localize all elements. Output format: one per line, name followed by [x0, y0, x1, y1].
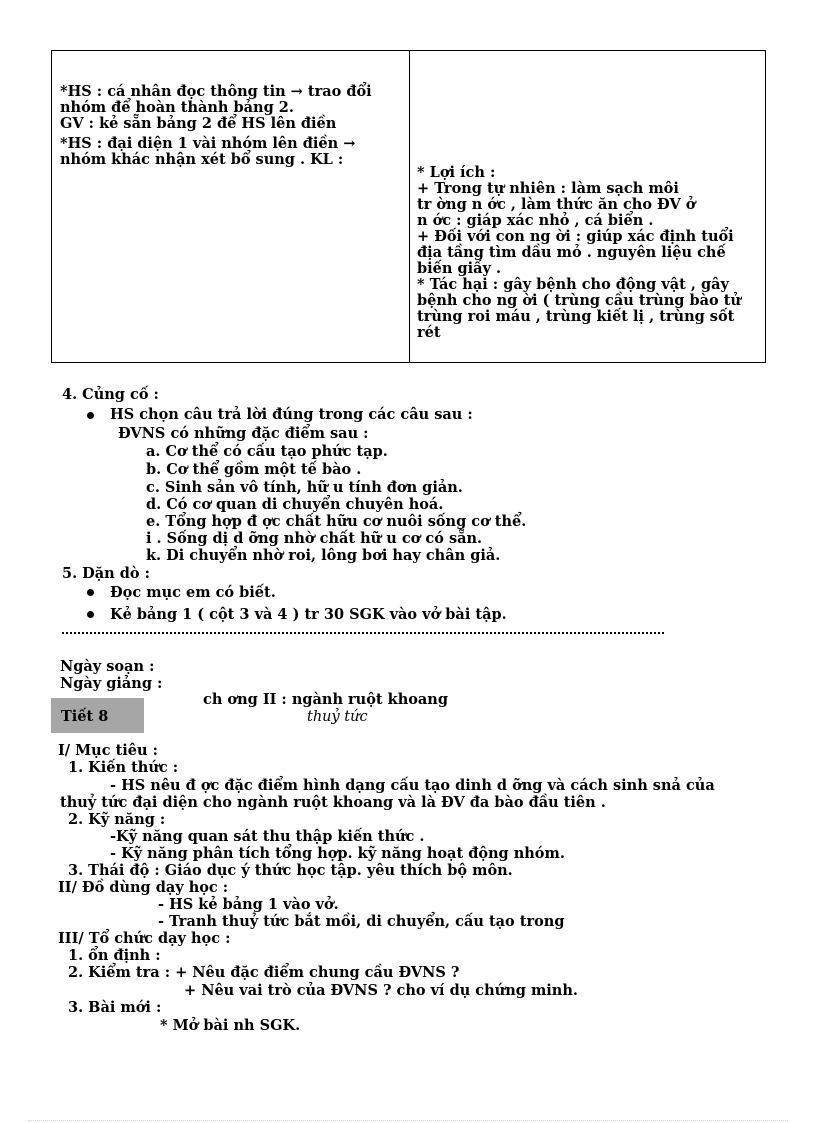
option-i: i . Sống dị d ỡng nhờ chất hữ u cơ có sẵn.: [146, 530, 483, 547]
bai-moi: 3. Bài mới :: [68, 999, 162, 1016]
kiem-tra-2: + Nêu vai trò của ĐVNS ? cho ví dụ chứng minh.: [184, 982, 578, 999]
option-d: d. Có cơ quan di chuyển chuyên hoá.: [146, 496, 444, 513]
dando-item-1: Đọc mục em có biết.: [110, 584, 276, 601]
kien-thuc-2: thuỷ tức đại diện cho ngành ruột khoang và là ĐV đa bào đầu tiên .: [60, 794, 606, 811]
bullet-icon: [87, 589, 94, 596]
right-line-2: + Trong tự nhiên : làm sạch môi: [417, 180, 679, 197]
thai-do: 3. Thái độ : Giáo dục ý thức học tập. yêu thích bộ môn.: [68, 862, 513, 879]
cungco-heading: 4. Củng cố :: [62, 386, 159, 403]
do-dung-1: - HS kẻ bảng 1 vào vở.: [158, 896, 339, 913]
option-a: a. Cơ thể có cấu tạo phức tạp.: [146, 443, 388, 460]
option-e: e. Tổng hợp đ ợc chất hữu cơ nuôi sống cơ thể.: [146, 513, 527, 530]
table-right-cell: [417, 165, 762, 341]
dotted-separator: [62, 632, 664, 634]
ngay-soan: Ngày soạn :: [60, 658, 155, 675]
kiem-tra: 2. Kiểm tra : + Nêu đặc điểm chung cầu ĐVNS ?: [68, 964, 460, 981]
on-dinh: 1. ổn định :: [68, 947, 161, 964]
activity-table: [51, 50, 766, 363]
right-line-10: trùng roi máu , trùng kiết lị , trùng sốt: [417, 308, 735, 325]
left-line-4: *HS : đại diện 1 vài nhóm lên điền →: [60, 135, 356, 152]
left-line-5: nhóm khác nhận xét bổ sung . KL :: [60, 151, 344, 168]
ky-nang: 2. Kỹ năng :: [68, 811, 166, 828]
right-line-7: biến giấy .: [417, 260, 502, 277]
right-line-11: rét: [417, 324, 441, 341]
kien-thuc: 1. Kiến thức :: [68, 759, 179, 776]
right-line-6: địa tầng tìm dầu mỏ . nguyên liệu chế: [417, 244, 726, 261]
left-line-1: *HS : cá nhân đọc thông tin → trao đổi: [60, 83, 372, 100]
right-line-8: * Tác hại : gây bệnh cho động vật , gây: [417, 276, 729, 293]
table-divider: [409, 51, 410, 362]
dando-heading: 5. Dặn dò :: [62, 565, 150, 582]
right-line-4: n ớc : giáp xác nhỏ , cá biển .: [417, 212, 654, 229]
right-line-9: bệnh cho ng ời ( trùng cầu trùng bào tử: [417, 292, 741, 309]
ky-nang-2: - Kỹ năng phân tích tổng hợp. kỹ năng hoạt động nhóm.: [110, 845, 565, 862]
ky-nang-1: -Kỹ năng quan sát thu thập kiến thức .: [110, 828, 425, 845]
tiet-badge: [51, 698, 144, 733]
option-c: c. Sinh sản vô tính, hữ u tính đơn giản.: [146, 479, 463, 496]
bullet-icon: [87, 611, 94, 618]
table-left-cell: [60, 84, 400, 168]
bullet-icon: [87, 412, 94, 419]
do-dung-2: - Tranh thuỷ tức bắt mồi, di chuyển, cấu tạo trong: [158, 913, 565, 930]
option-k: k. Di chuyển nhờ roi, lông bơi hay chân giả.: [146, 547, 501, 564]
muc-tieu: I/ Mục tiêu :: [58, 742, 158, 759]
right-line-5: + Đối với con ng ời : giúp xác định tuổi: [417, 228, 734, 245]
chapter-title: ch ơng II : ngành ruột khoang: [203, 691, 448, 708]
right-line-3: tr ờng n ớc , làm thức ăn cho ĐV ở: [417, 196, 696, 213]
cungco-question: ĐVNS có những đặc điểm sau :: [118, 425, 369, 442]
mo-bai: * Mở bài nh SGK.: [160, 1017, 301, 1034]
to-chuc: III/ Tổ chức dạy học :: [58, 930, 231, 947]
left-line-2: nhóm để hoàn thành bảng 2.: [60, 99, 294, 116]
kien-thuc-1: - HS nêu đ ợc đặc điểm hình dạng cấu tạo dinh d ỡng và cách sinh snả của: [110, 777, 715, 794]
page-bottom-border: [28, 1120, 788, 1121]
left-line-3: GV : kẻ sẵn bảng 2 để HS lên điền: [60, 115, 337, 132]
tiet-label: Tiết 8: [61, 708, 109, 725]
right-line-1: * Lợi ích :: [417, 164, 496, 181]
dando-item-2: Kẻ bảng 1 ( cột 3 và 4 ) tr 30 SGK vào vở bài tập.: [110, 606, 507, 623]
cungco-bullet: HS chọn câu trả lời đúng trong các câu sau :: [110, 406, 473, 423]
ngay-giang: Ngày giảng :: [60, 675, 163, 692]
topic-title: thuỷ tức: [307, 709, 368, 725]
do-dung: II/ Đồ dùng dạy học :: [58, 879, 229, 896]
option-b: b. Cơ thể gồm một tế bào .: [146, 461, 362, 478]
